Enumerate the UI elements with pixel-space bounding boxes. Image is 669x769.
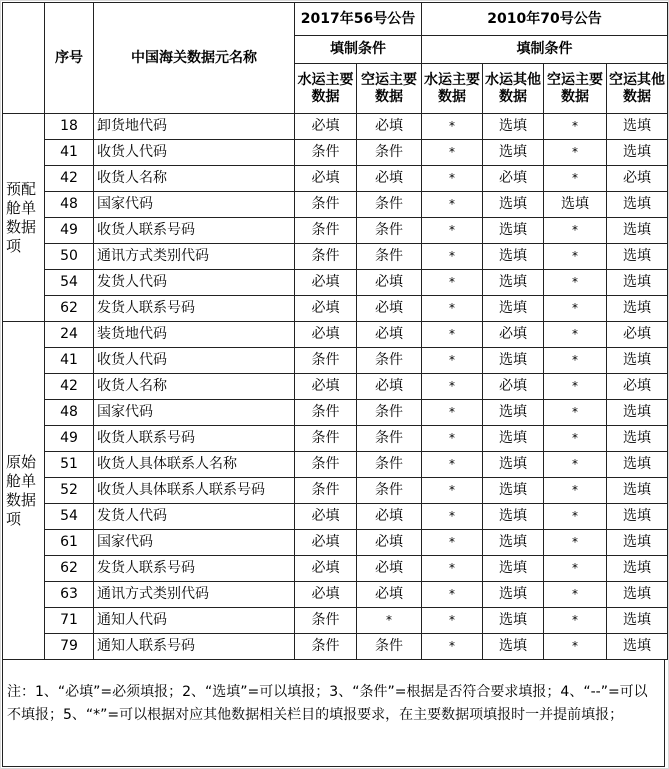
cell-seq: 62 [45,296,94,322]
cell-seq: 42 [45,166,94,192]
cell-water-other-2010: 选填 [483,556,544,582]
cell-name: 通讯方式类别代码 [94,582,295,608]
cell-water-main-2017: 必填 [295,322,357,348]
customs-data-table [2,2,668,660]
cell-water-other-2010: 选填 [483,530,544,556]
col-header-water-other-2010: 水运其他数据 [483,64,544,114]
cell-air-main-2017: 条件 [357,452,422,478]
cell-air-other-2010: 选填 [607,218,668,244]
table-row [3,556,668,582]
cell-water-main-2017: 必填 [295,270,357,296]
cell-water-other-2010: 选填 [483,478,544,504]
cell-seq: 71 [45,608,94,634]
cell-air-other-2010: 选填 [607,478,668,504]
group-label: 预配舱单数据项 [3,114,45,322]
fill-condition-2017-header: 填制条件 [295,36,422,64]
cell-water-main-2017: 必填 [295,166,357,192]
cell-air-main-2010: * [544,348,607,374]
cell-water-main-2017: 必填 [295,582,357,608]
cell-name: 国家代码 [94,530,295,556]
cell-water-main-2017: 条件 [295,634,357,660]
table-row [3,504,668,530]
cell-seq: 50 [45,244,94,270]
cell-air-main-2010: * [544,140,607,166]
table-row [3,114,668,140]
cell-air-main-2010: * [544,322,607,348]
cell-seq: 79 [45,634,94,660]
cell-name: 发货人联系号码 [94,556,295,582]
cell-air-other-2010: 选填 [607,426,668,452]
cell-water-main-2010: * [422,530,483,556]
cell-name: 国家代码 [94,192,295,218]
cell-air-main-2010: * [544,374,607,400]
cell-air-main-2010: * [544,556,607,582]
cell-air-main-2010: * [544,218,607,244]
cell-air-main-2017: 必填 [357,504,422,530]
cell-water-main-2017: 条件 [295,192,357,218]
cell-water-other-2010: 选填 [483,426,544,452]
cell-name: 通讯方式类别代码 [94,244,295,270]
table-row [3,634,668,660]
cell-name: 收货人联系号码 [94,218,295,244]
cell-water-main-2017: 条件 [295,348,357,374]
cell-air-main-2017: 必填 [357,114,422,140]
cell-water-main-2010: * [422,504,483,530]
cell-water-main-2017: 必填 [295,296,357,322]
table-row [3,270,668,296]
cell-air-other-2010: 选填 [607,348,668,374]
cell-air-main-2010: * [544,166,607,192]
cell-water-main-2017: 条件 [295,140,357,166]
cell-water-main-2010: * [422,556,483,582]
cell-water-main-2010: * [422,452,483,478]
cell-air-main-2017: 条件 [357,244,422,270]
cell-air-other-2010: 选填 [607,634,668,660]
cell-water-other-2010: 选填 [483,244,544,270]
cell-water-main-2010: * [422,634,483,660]
cell-seq: 63 [45,582,94,608]
cell-water-main-2017: 必填 [295,504,357,530]
cell-water-other-2010: 选填 [483,218,544,244]
cell-air-main-2017: 必填 [357,270,422,296]
cell-air-main-2010: * [544,530,607,556]
cell-water-other-2010: 选填 [483,504,544,530]
cell-air-other-2010: 选填 [607,114,668,140]
cell-water-main-2010: * [422,244,483,270]
table-row [3,348,668,374]
grid-line [0,0,669,1]
cell-air-main-2010: * [544,452,607,478]
cell-air-main-2017: 必填 [357,296,422,322]
cell-water-main-2017: 条件 [295,608,357,634]
table-row [3,400,668,426]
cell-air-main-2017: 必填 [357,322,422,348]
cell-water-main-2017: 条件 [295,218,357,244]
customs-data-table-sheet [2,2,667,660]
cell-water-other-2010: 选填 [483,634,544,660]
notice-2010-header: 2010年70号公告 [422,3,668,36]
cell-water-main-2017: 必填 [295,114,357,140]
col-header-water-main-2010: 水运主要数据 [422,64,483,114]
cell-air-other-2010: 选填 [607,504,668,530]
cell-air-other-2010: 选填 [607,582,668,608]
cell-water-other-2010: 选填 [483,582,544,608]
cell-water-main-2010: * [422,192,483,218]
table-row [3,530,668,556]
table-row [3,296,668,322]
cell-air-main-2017: 必填 [357,374,422,400]
cell-air-main-2010: * [544,608,607,634]
cell-name: 收货人代码 [94,348,295,374]
table-row [3,244,668,270]
cell-water-main-2010: * [422,296,483,322]
cell-name: 发货人联系号码 [94,296,295,322]
cell-water-main-2010: * [422,322,483,348]
col-header-air-main-2010: 空运主要数据 [544,64,607,114]
cell-water-other-2010: 选填 [483,296,544,322]
cell-name: 收货人具体联系人名称 [94,452,295,478]
cell-water-main-2017: 必填 [295,530,357,556]
cell-name: 收货人代码 [94,140,295,166]
cell-water-other-2010: 必填 [483,374,544,400]
cell-air-other-2010: 必填 [607,166,668,192]
cell-seq: 41 [45,348,94,374]
cell-water-other-2010: 选填 [483,400,544,426]
cell-air-main-2010: * [544,244,607,270]
cell-water-main-2017: 必填 [295,374,357,400]
table-row [3,478,668,504]
col-header-air-other-2010: 空运其他数据 [607,64,668,114]
cell-name: 通知人联系号码 [94,634,295,660]
cell-water-main-2017: 条件 [295,244,357,270]
cell-seq: 54 [45,504,94,530]
cell-water-main-2010: * [422,400,483,426]
cell-seq: 42 [45,374,94,400]
cell-air-main-2017: 条件 [357,140,422,166]
cell-water-main-2017: 条件 [295,400,357,426]
cell-air-other-2010: 选填 [607,270,668,296]
cell-water-main-2010: * [422,218,483,244]
cell-name: 通知人代码 [94,608,295,634]
cell-air-main-2017: 必填 [357,582,422,608]
cell-air-main-2017: 条件 [357,400,422,426]
cell-seq: 51 [45,452,94,478]
cell-air-other-2010: 必填 [607,322,668,348]
cell-water-main-2010: * [422,166,483,192]
table-row [3,608,668,634]
table-header [3,3,668,114]
cell-name: 收货人名称 [94,166,295,192]
cell-air-main-2017: 条件 [357,478,422,504]
cell-air-main-2010: * [544,582,607,608]
cell-air-main-2017: 必填 [357,166,422,192]
footnote: 注：1、“必填”=必须填报；2、“选填”=可以填报；3、“条件”=根据是否符合要求填报；4、“--”=可以不填报；5、“*”=可以根据对应其他数据相关栏目的填报要求，在主要数据项填报时一并提前填报； [2,659,665,767]
cell-air-main-2017: 条件 [357,634,422,660]
cell-water-main-2010: * [422,140,483,166]
cell-air-main-2010: * [544,504,607,530]
cell-seq: 48 [45,192,94,218]
cell-water-main-2017: 条件 [295,426,357,452]
table-row [3,322,668,348]
cell-water-other-2010: 必填 [483,322,544,348]
cell-water-main-2017: 必填 [295,556,357,582]
cell-air-main-2017: 必填 [357,530,422,556]
cell-air-other-2010: 选填 [607,556,668,582]
cell-water-main-2010: * [422,270,483,296]
cell-air-other-2010: 选填 [607,452,668,478]
table-row [3,192,668,218]
cell-seq: 61 [45,530,94,556]
cell-air-main-2010: * [544,270,607,296]
cell-name: 收货人具体联系人联系号码 [94,478,295,504]
cell-air-other-2010: 选填 [607,530,668,556]
cell-water-main-2010: * [422,426,483,452]
cell-water-main-2017: 条件 [295,478,357,504]
cell-air-main-2017: 必填 [357,556,422,582]
cell-water-main-2010: * [422,478,483,504]
cell-seq: 24 [45,322,94,348]
cell-air-main-2017: 条件 [357,192,422,218]
cell-seq: 49 [45,218,94,244]
table-row [3,374,668,400]
cell-air-main-2010: * [544,296,607,322]
cell-water-other-2010: 选填 [483,192,544,218]
cell-water-main-2010: * [422,374,483,400]
cell-water-main-2010: * [422,608,483,634]
cell-air-other-2010: 选填 [607,192,668,218]
cell-name: 发货人代码 [94,270,295,296]
table-row [3,452,668,478]
cell-seq: 48 [45,400,94,426]
notice-2017-header: 2017年56号公告 [295,3,422,36]
cell-water-other-2010: 选填 [483,608,544,634]
cell-air-main-2010: * [544,478,607,504]
cell-seq: 41 [45,140,94,166]
cell-water-main-2017: 条件 [295,452,357,478]
cell-air-main-2017: * [357,608,422,634]
seq-header: 序号 [45,3,94,114]
cell-seq: 62 [45,556,94,582]
cell-air-main-2010: * [544,426,607,452]
table-row [3,218,668,244]
table-row [3,582,668,608]
cell-air-other-2010: 选填 [607,400,668,426]
cell-air-other-2010: 必填 [607,374,668,400]
cell-water-other-2010: 必填 [483,166,544,192]
cell-air-main-2017: 条件 [357,218,422,244]
cell-seq: 52 [45,478,94,504]
col-header-water-main-2017: 水运主要数据 [295,64,357,114]
cell-name: 发货人代码 [94,504,295,530]
cell-air-main-2010: * [544,400,607,426]
table-row [3,166,668,192]
cell-water-other-2010: 选填 [483,452,544,478]
cell-name: 收货人名称 [94,374,295,400]
table-row [3,140,668,166]
table-body [3,114,668,660]
name-header: 中国海关数据元名称 [94,3,295,114]
group-header-cell [3,3,45,114]
group-label: 原始舱单数据项 [3,322,45,660]
cell-air-other-2010: 选填 [607,244,668,270]
cell-air-main-2010: * [544,634,607,660]
cell-water-other-2010: 选填 [483,114,544,140]
cell-name: 卸货地代码 [94,114,295,140]
table-row [3,426,668,452]
cell-air-other-2010: 选填 [607,140,668,166]
cell-air-main-2010: * [544,114,607,140]
fill-condition-2010-header: 填制条件 [422,36,668,64]
cell-name: 国家代码 [94,400,295,426]
cell-air-main-2017: 条件 [357,426,422,452]
cell-water-other-2010: 选填 [483,140,544,166]
cell-air-main-2017: 条件 [357,348,422,374]
cell-air-other-2010: 选填 [607,608,668,634]
cell-air-main-2010: 选填 [544,192,607,218]
col-header-air-main-2017: 空运主要数据 [357,64,422,114]
cell-seq: 54 [45,270,94,296]
cell-name: 收货人联系号码 [94,426,295,452]
grid-line [0,0,1,769]
cell-seq: 18 [45,114,94,140]
cell-water-main-2010: * [422,114,483,140]
cell-water-main-2010: * [422,582,483,608]
cell-seq: 49 [45,426,94,452]
cell-name: 装货地代码 [94,322,295,348]
cell-water-other-2010: 选填 [483,348,544,374]
cell-water-main-2010: * [422,348,483,374]
cell-water-other-2010: 选填 [483,270,544,296]
cell-air-other-2010: 选填 [607,296,668,322]
